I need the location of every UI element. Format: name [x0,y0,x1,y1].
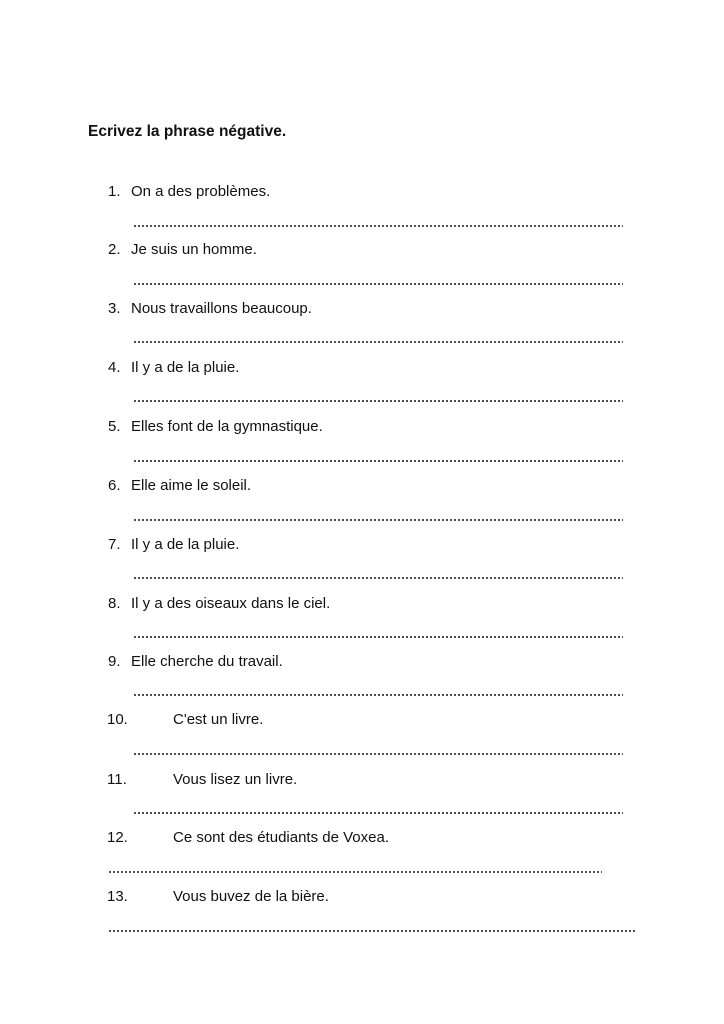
answer-line[interactable] [108,871,602,873]
exercise-item [0,359,724,377]
item-number: 13. [107,888,128,905]
item-number: 5. [108,418,121,435]
exercise-item [0,183,724,201]
answer-line[interactable] [133,283,623,285]
answer-line[interactable] [133,577,623,579]
answer-line[interactable] [133,753,623,755]
item-sentence: On a des problèmes. [131,183,271,200]
answer-line[interactable] [133,519,623,521]
item-sentence: Vous buvez de la bière. [173,888,329,905]
item-number: 2. [108,241,121,258]
exercise-item [0,711,724,729]
item-sentence: Ce sont des étudiants de Voxea. [173,829,389,846]
item-number: 1. [108,183,121,200]
item-sentence: Nous travaillons beaucoup. [131,300,312,317]
exercise-item [0,418,724,436]
exercise-item [0,595,724,613]
item-number: 11. [107,771,127,788]
item-sentence: Il y a de la pluie. [131,536,240,553]
instruction-heading: Ecrivez la phrase négative. [88,123,287,140]
item-number: 12. [107,829,128,846]
item-sentence: Elle cherche du travail. [131,653,283,670]
exercise-item [0,888,724,906]
exercise-item [0,241,724,259]
answer-line[interactable] [133,341,623,343]
item-sentence: Elles font de la gymnastique. [131,418,323,435]
item-number: 9. [108,653,121,670]
exercise-item [0,653,724,671]
exercise-item [0,300,724,318]
answer-line[interactable] [133,225,623,227]
answer-line[interactable] [133,636,623,638]
answer-line[interactable] [133,400,623,402]
item-sentence: Elle aime le soleil. [131,477,252,494]
item-number: 7. [108,536,121,553]
item-number: 4. [108,359,121,376]
answer-line[interactable] [108,930,635,932]
item-number: 10. [107,711,128,728]
answer-line[interactable] [133,694,623,696]
item-number: 3. [108,300,121,317]
exercise-item [0,536,724,554]
item-sentence: Vous lisez un livre. [173,771,298,788]
exercise-item [0,829,724,847]
answer-line[interactable] [133,460,623,462]
item-number: 6. [108,477,121,494]
item-sentence: Il y a de la pluie. [131,359,240,376]
exercise-item [0,771,724,789]
item-number: 8. [108,595,121,612]
item-sentence: C'est un livre. [173,711,264,728]
item-sentence: Il y a des oiseaux dans le ciel. [131,595,331,612]
item-sentence: Je suis un homme. [131,241,257,258]
answer-line[interactable] [133,812,623,814]
exercise-item [0,477,724,495]
